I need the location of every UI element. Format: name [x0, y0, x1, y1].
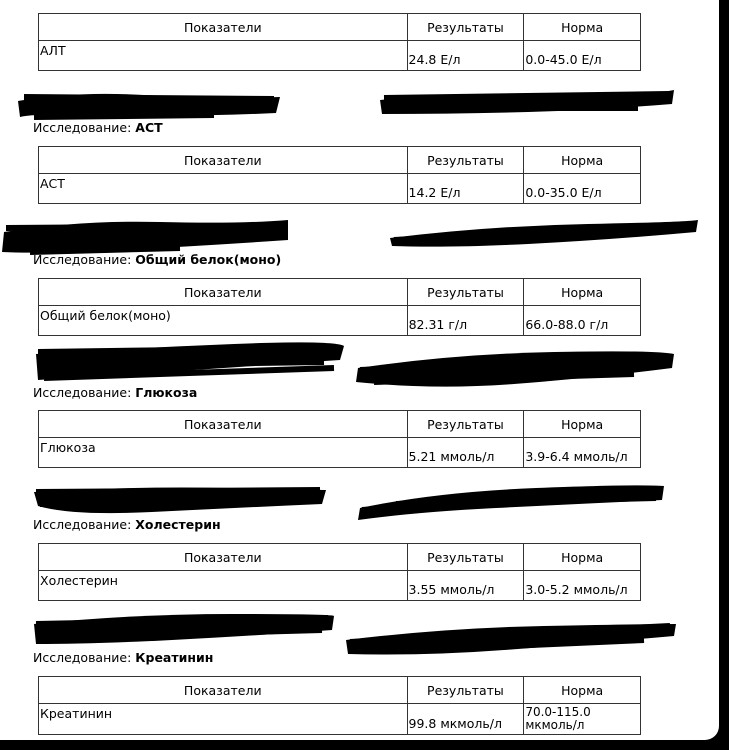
- table-header-row: [39, 677, 641, 704]
- header-norm: Норма: [524, 279, 641, 306]
- header-results: Результаты: [407, 14, 524, 41]
- redaction-scribble: [378, 86, 678, 120]
- result-value: 14.2 Е/л: [407, 174, 524, 204]
- header-indicators: Показатели: [39, 677, 408, 704]
- study-label: [33, 517, 221, 532]
- results-table-cholesterol: [38, 543, 641, 601]
- header-results: Результаты: [407, 279, 524, 306]
- results-table-total-protein: [38, 278, 641, 336]
- result-value: 82.31 г/л: [407, 306, 524, 336]
- indicator-name: Общий белок(моно): [39, 306, 408, 336]
- table-header-row: [39, 544, 641, 571]
- header-indicators: Показатели: [39, 147, 408, 174]
- redaction-scribble: [354, 344, 678, 390]
- norm-value: 0.0-35.0 Е/л: [524, 174, 641, 204]
- header-results: Результаты: [407, 147, 524, 174]
- table-header-row: [39, 279, 641, 306]
- header-results: Результаты: [407, 544, 524, 571]
- indicator-name: АЛТ: [39, 41, 408, 71]
- header-norm: Норма: [524, 544, 641, 571]
- study-prefix: Исследование:: [33, 252, 132, 267]
- redaction-scribble: [34, 338, 346, 384]
- norm-value: 0.0-45.0 Е/л: [524, 41, 641, 71]
- study-prefix: Исследование:: [33, 120, 132, 135]
- header-indicators: Показатели: [39, 14, 408, 41]
- result-value: 5.21 ммоль/л: [407, 438, 524, 468]
- redaction-scribble: [356, 480, 668, 522]
- study-name: Креатинин: [135, 650, 214, 665]
- result-value: 99.8 мкмоль/л: [407, 704, 524, 735]
- header-norm: Норма: [524, 677, 641, 704]
- results-table-creatinine: [38, 676, 641, 735]
- redaction-scribble: [388, 216, 702, 250]
- norm-value: 66.0-88.0 г/л: [524, 306, 641, 336]
- study-name: Общий белок(моно): [135, 252, 282, 267]
- header-indicators: Показатели: [39, 544, 408, 571]
- redaction-scribble: [344, 618, 678, 658]
- norm-value: 3.0-5.2 ммоль/л: [524, 571, 641, 601]
- study-name: АСТ: [135, 120, 163, 135]
- table-header-row: [39, 147, 641, 174]
- study-prefix: Исследование:: [33, 650, 132, 665]
- study-label: [33, 385, 197, 400]
- study-name: Холестерин: [135, 517, 221, 532]
- norm-value: 70.0-115.0 мкмоль/л: [524, 704, 641, 735]
- results-table-glucose: [38, 410, 641, 468]
- header-results: Результаты: [407, 411, 524, 438]
- study-prefix: Исследование:: [33, 517, 132, 532]
- norm-value: 3.9-6.4 ммоль/л: [524, 438, 641, 468]
- table-header-row: [39, 411, 641, 438]
- result-value: 24.8 Е/л: [407, 41, 524, 71]
- redaction-scribble: [32, 610, 336, 650]
- study-prefix: Исследование:: [33, 385, 132, 400]
- results-table-alt: [38, 13, 641, 71]
- study-name: Глюкоза: [135, 385, 198, 400]
- table-row: [39, 306, 641, 336]
- header-norm: Норма: [524, 411, 641, 438]
- header-norm: Норма: [524, 14, 641, 41]
- results-table-ast: [38, 146, 641, 204]
- indicator-name: Креатинин: [39, 704, 408, 735]
- table-row: [39, 41, 641, 71]
- study-label: [33, 120, 163, 135]
- indicator-name: Холестерин: [39, 571, 408, 601]
- table-row: [39, 704, 641, 735]
- result-value: 3.55 ммоль/л: [407, 571, 524, 601]
- table-row: [39, 438, 641, 468]
- header-indicators: Показатели: [39, 411, 408, 438]
- table-header-row: [39, 14, 641, 41]
- table-row: [39, 174, 641, 204]
- indicator-name: Глюкоза: [39, 438, 408, 468]
- study-label: [33, 252, 281, 267]
- header-results: Результаты: [407, 677, 524, 704]
- table-row: [39, 571, 641, 601]
- study-label: [33, 650, 213, 665]
- header-indicators: Показатели: [39, 279, 408, 306]
- redaction-scribble: [14, 87, 284, 123]
- indicator-name: АСТ: [39, 174, 408, 204]
- redaction-scribble: [32, 482, 328, 518]
- header-norm: Норма: [524, 147, 641, 174]
